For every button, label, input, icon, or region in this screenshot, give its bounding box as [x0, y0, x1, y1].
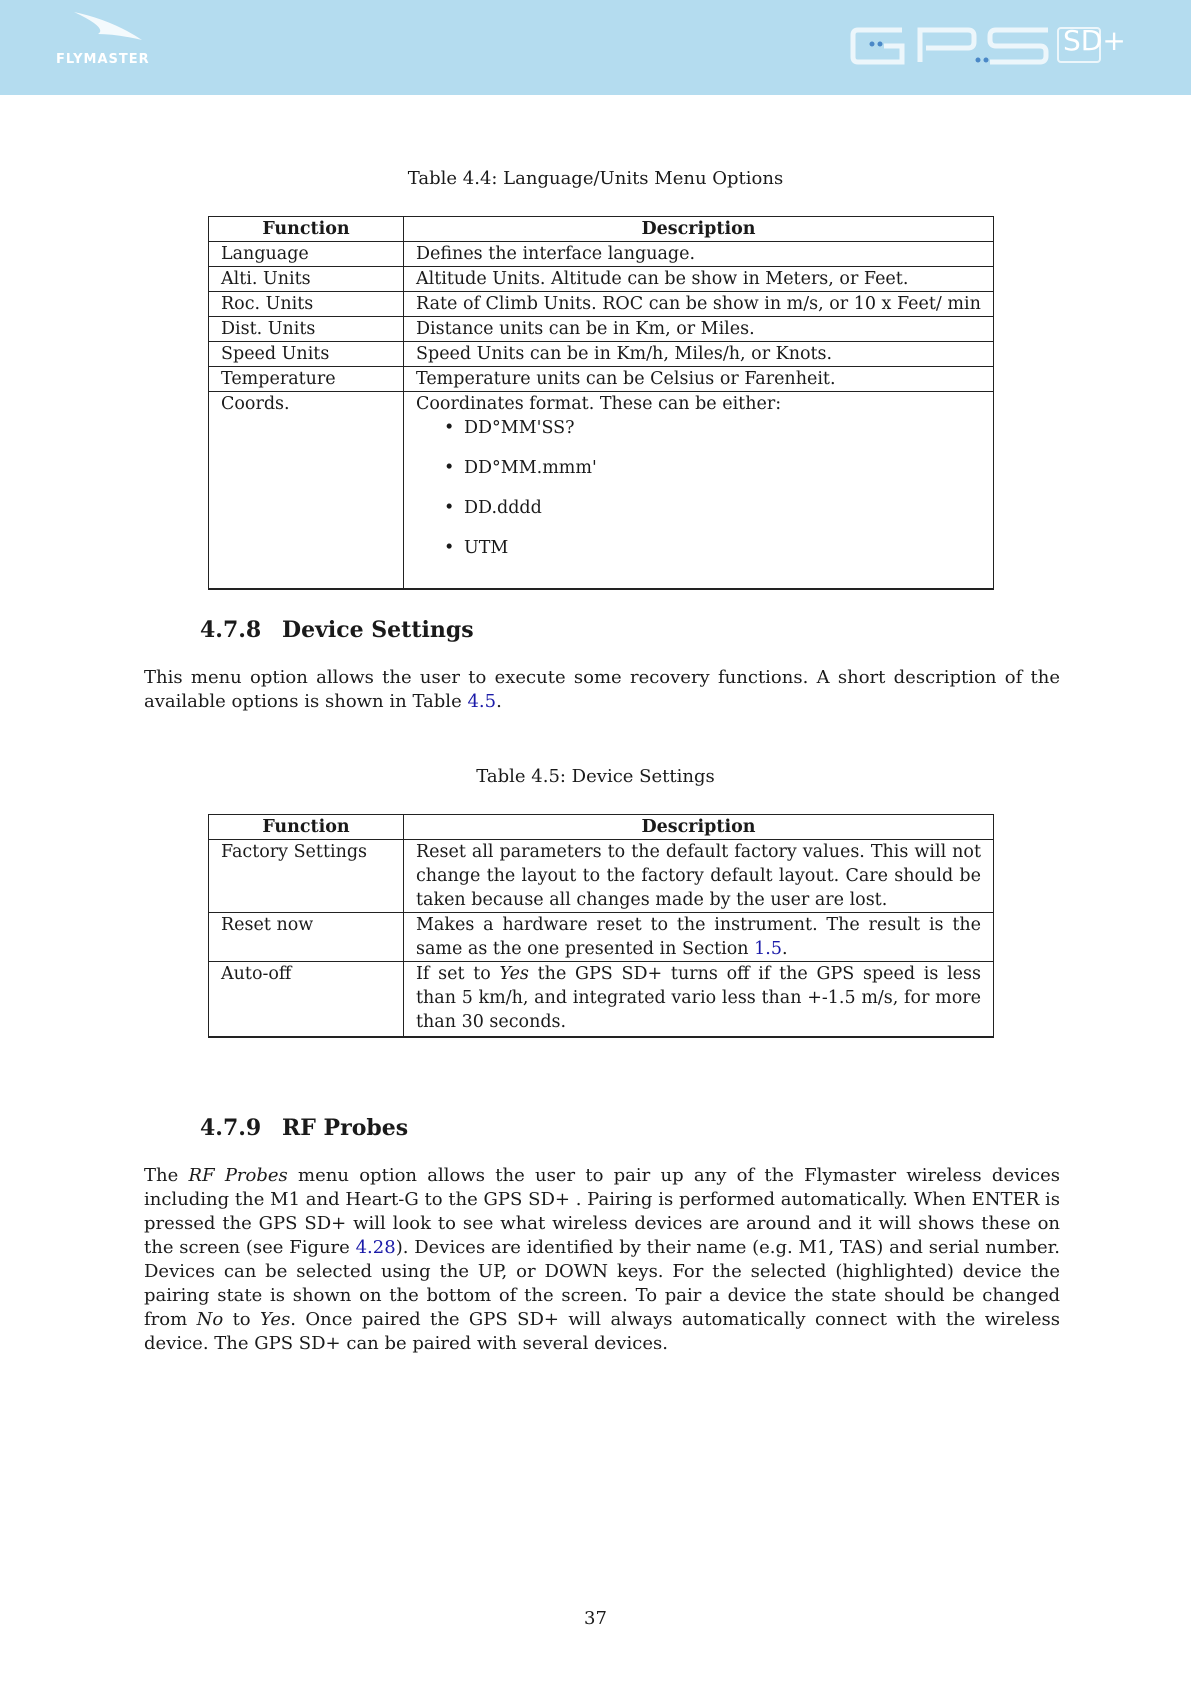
- description-cell: [404, 392, 994, 590]
- coord-format: DD°MM.mmm': [464, 458, 597, 478]
- section-number: 4.7.9: [200, 1115, 262, 1141]
- paragraph-text: .: [496, 691, 502, 712]
- language-units-table: [208, 216, 994, 590]
- description-text: Makes a hardware reset to the instrument. The result is the same as the one presented in Section: [416, 915, 981, 959]
- section-title: Device Settings: [282, 617, 474, 643]
- coord-format: DD.dddd: [464, 498, 542, 518]
- table-row: [209, 242, 994, 267]
- description-cell: [404, 962, 994, 1038]
- paragraph-text: The: [144, 1165, 189, 1186]
- description-cell: Speed Units can be in Km/h, Miles/h, or Knots.: [404, 342, 994, 367]
- coord-format: DD°MM'SS?: [464, 418, 575, 438]
- list-item: [444, 536, 981, 560]
- table-caption: Table 4.4: Language/Units Menu Options: [407, 168, 784, 189]
- section-heading-rf-probes: [200, 1115, 408, 1141]
- column-header: Description: [404, 815, 994, 840]
- column-header: Function: [209, 217, 404, 242]
- table-row: [209, 962, 994, 1038]
- description-cell: [404, 913, 994, 962]
- table-row: [209, 392, 994, 590]
- paragraph-text: . Once paired the GPS SD+ will always automatically connect with the wireless device. The GPS SD+ can be paired with several devices.: [144, 1309, 1060, 1354]
- section-reference-link[interactable]: 1.5: [754, 939, 782, 959]
- description-cell: Distance units can be in Km, or Miles.: [404, 317, 994, 342]
- description-cell: Temperature units can be Celsius or Farenheit.: [404, 367, 994, 392]
- emphasis-text: No: [196, 1309, 224, 1330]
- section-number: 4.7.8: [200, 617, 262, 643]
- function-cell: Coords.: [209, 392, 404, 590]
- column-header: Function: [209, 815, 404, 840]
- description-cell: Defines the interface language.: [404, 242, 994, 267]
- bullet-icon: •: [444, 418, 455, 438]
- emphasis-text: Yes: [260, 1309, 291, 1330]
- table-row: [209, 840, 994, 913]
- function-cell: Auto-off: [209, 962, 404, 1038]
- description-cell: Rate of Climb Units. ROC can be show in m/s, or 10 x Feet/ min: [404, 292, 994, 317]
- paragraph-text: This menu option allows the user to execute some recovery functions. A short description of the available options is shown in Table: [144, 667, 1060, 712]
- description-text: If set to: [416, 964, 500, 984]
- product-suffix: SD+: [1063, 24, 1126, 57]
- function-cell: Alti. Units: [209, 267, 404, 292]
- table-caption: Table 4.5: Device Settings: [476, 766, 715, 787]
- column-header: Description: [404, 217, 994, 242]
- bullet-icon: •: [444, 498, 455, 518]
- emphasis-text: Yes: [499, 964, 529, 984]
- table-row: [209, 267, 994, 292]
- page-number: 37: [584, 1608, 607, 1629]
- paragraph-text: to: [223, 1309, 261, 1330]
- coord-format: UTM: [464, 538, 509, 558]
- description-text: the GPS SD+ turns off if the GPS speed is less than 5 km/h, and integrated vario less than +-1.5 m/s, for more than 30 seconds.: [416, 964, 981, 1032]
- table-reference-link[interactable]: 4.5: [467, 691, 497, 712]
- list-item: [444, 496, 981, 520]
- list-item: [444, 416, 981, 440]
- function-cell: Temperature: [209, 367, 404, 392]
- function-cell: Factory Settings: [209, 840, 404, 913]
- brand-name: FLYMASTER: [56, 52, 150, 67]
- device-settings-paragraph: [144, 666, 1060, 714]
- table-row: [209, 292, 994, 317]
- table-row: [209, 317, 994, 342]
- description-text: .: [781, 939, 788, 959]
- function-cell: Speed Units: [209, 342, 404, 367]
- table-row: [209, 913, 994, 962]
- device-settings-table: [208, 814, 994, 1038]
- function-cell: Dist. Units: [209, 317, 404, 342]
- table-row: [209, 367, 994, 392]
- rf-probes-paragraph: [144, 1164, 1060, 1356]
- description-cell: Altitude Units. Altitude can be show in Meters, or Feet.: [404, 267, 994, 292]
- coord-format-list: [416, 416, 981, 588]
- page-header: [0, 0, 1191, 95]
- description-cell: Reset all parameters to the default factory values. This will not change the layout to the factory default layout. Care should be taken because all changes made by the user are lost.: [404, 840, 994, 913]
- function-cell: Roc. Units: [209, 292, 404, 317]
- table-row: [209, 342, 994, 367]
- coords-intro: Coordinates format. These can be either:: [416, 394, 782, 414]
- bullet-icon: •: [444, 538, 455, 558]
- table-header-row: [209, 815, 994, 840]
- paragraph-text: ). Devices are identified by their name (e.g. M1, TAS) and serial number. Devices can be selected using the UP, or DOWN keys. For the selected (highlighted) device the pairing state is shown on the bottom of the screen. To pair a device the state should be changed from: [144, 1237, 1060, 1330]
- figure-reference-link[interactable]: 4.28: [355, 1237, 396, 1258]
- paragraph-text: menu option allows the user to pair up any of the Flymaster wireless devices including the M1 and Heart-G to the GPS SD+ . Pairing is performed automatically. When ENTER is pressed the GPS SD+ will look to see what wireless devices are around and it will shows these on the screen (see Figure: [144, 1165, 1061, 1258]
- function-cell: Language: [209, 242, 404, 267]
- bullet-icon: •: [444, 458, 455, 478]
- section-heading-device-settings: [200, 617, 474, 643]
- function-cell: Reset now: [209, 913, 404, 962]
- table-header-row: [209, 217, 994, 242]
- list-item: [444, 456, 981, 480]
- emphasis-text: RF Probes: [188, 1165, 288, 1186]
- section-title: RF Probes: [282, 1115, 409, 1141]
